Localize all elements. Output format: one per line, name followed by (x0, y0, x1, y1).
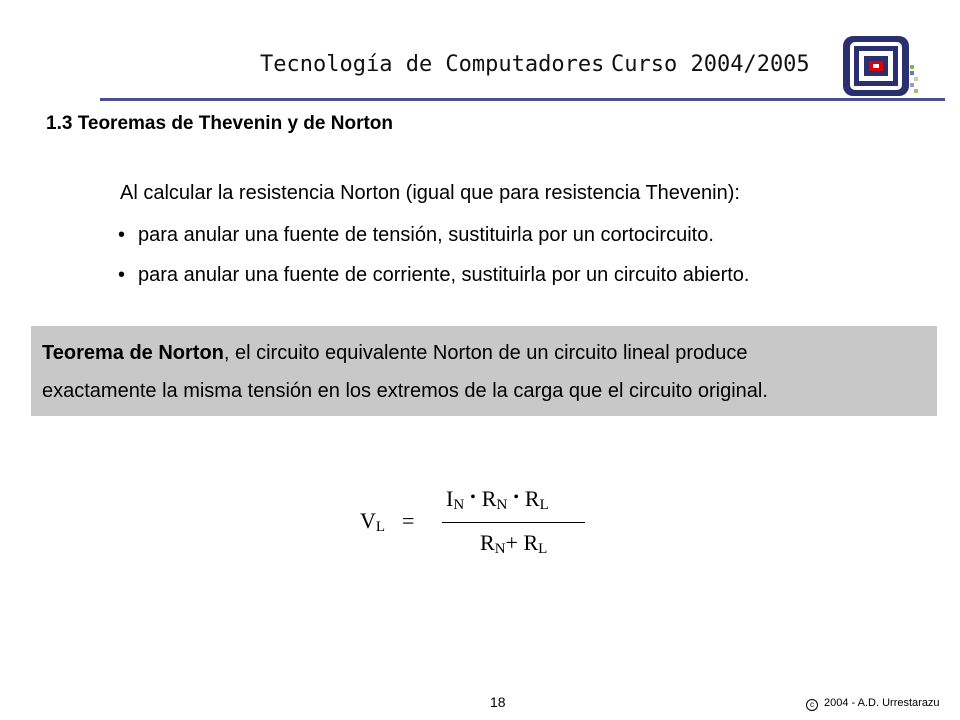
formula-denominator: $R_N+ R_L$ (480, 530, 548, 557)
header-course: Curso 2004/2005 (611, 52, 810, 77)
formula-lhs: $V_L$ (360, 508, 386, 535)
university-logo-icon (840, 33, 918, 99)
list-item (118, 264, 749, 287)
copyright-text: 2004 - A.D. Urrestarazu (824, 697, 940, 709)
theorem-line-1 (42, 342, 748, 365)
theorem-text-1: , el circuito equivalente Norton de un circuito lineal produce (223, 342, 748, 364)
bullet-icon: • (118, 224, 126, 246)
list-item (118, 224, 714, 247)
intro-text: Al calcular la resistencia Norton (igual que para resistencia Thevenin): (120, 182, 740, 204)
section-title: 1.3 Teoremas de Thevenin y de Norton (46, 113, 394, 134)
list-item-text: para anular una fuente de corriente, sustituirla por un circuito abierto. (138, 264, 750, 286)
bullet-icon: • (118, 264, 126, 286)
theorem-label: Teorema de Norton (42, 342, 224, 364)
theorem-callout (31, 326, 937, 416)
copyright-icon: c (806, 699, 818, 711)
formula-numerator: $I_N$ • $R_N$ • $R_L$ (446, 486, 549, 513)
header-title: Tecnología de Computadores (260, 52, 605, 77)
theorem-line-2: exactamente la misma tensión en los extremos de la carga que el circuito original. (42, 380, 768, 402)
fraction-bar (442, 522, 585, 523)
header-divider (100, 98, 945, 101)
norton-voltage-formula (360, 480, 620, 570)
page-number: 18 (490, 694, 506, 710)
list-item-text: para anular una fuente de tensión, sustituirla por un cortocircuito. (138, 224, 714, 246)
formula-equals: = (402, 508, 415, 533)
copyright-notice (806, 697, 940, 711)
